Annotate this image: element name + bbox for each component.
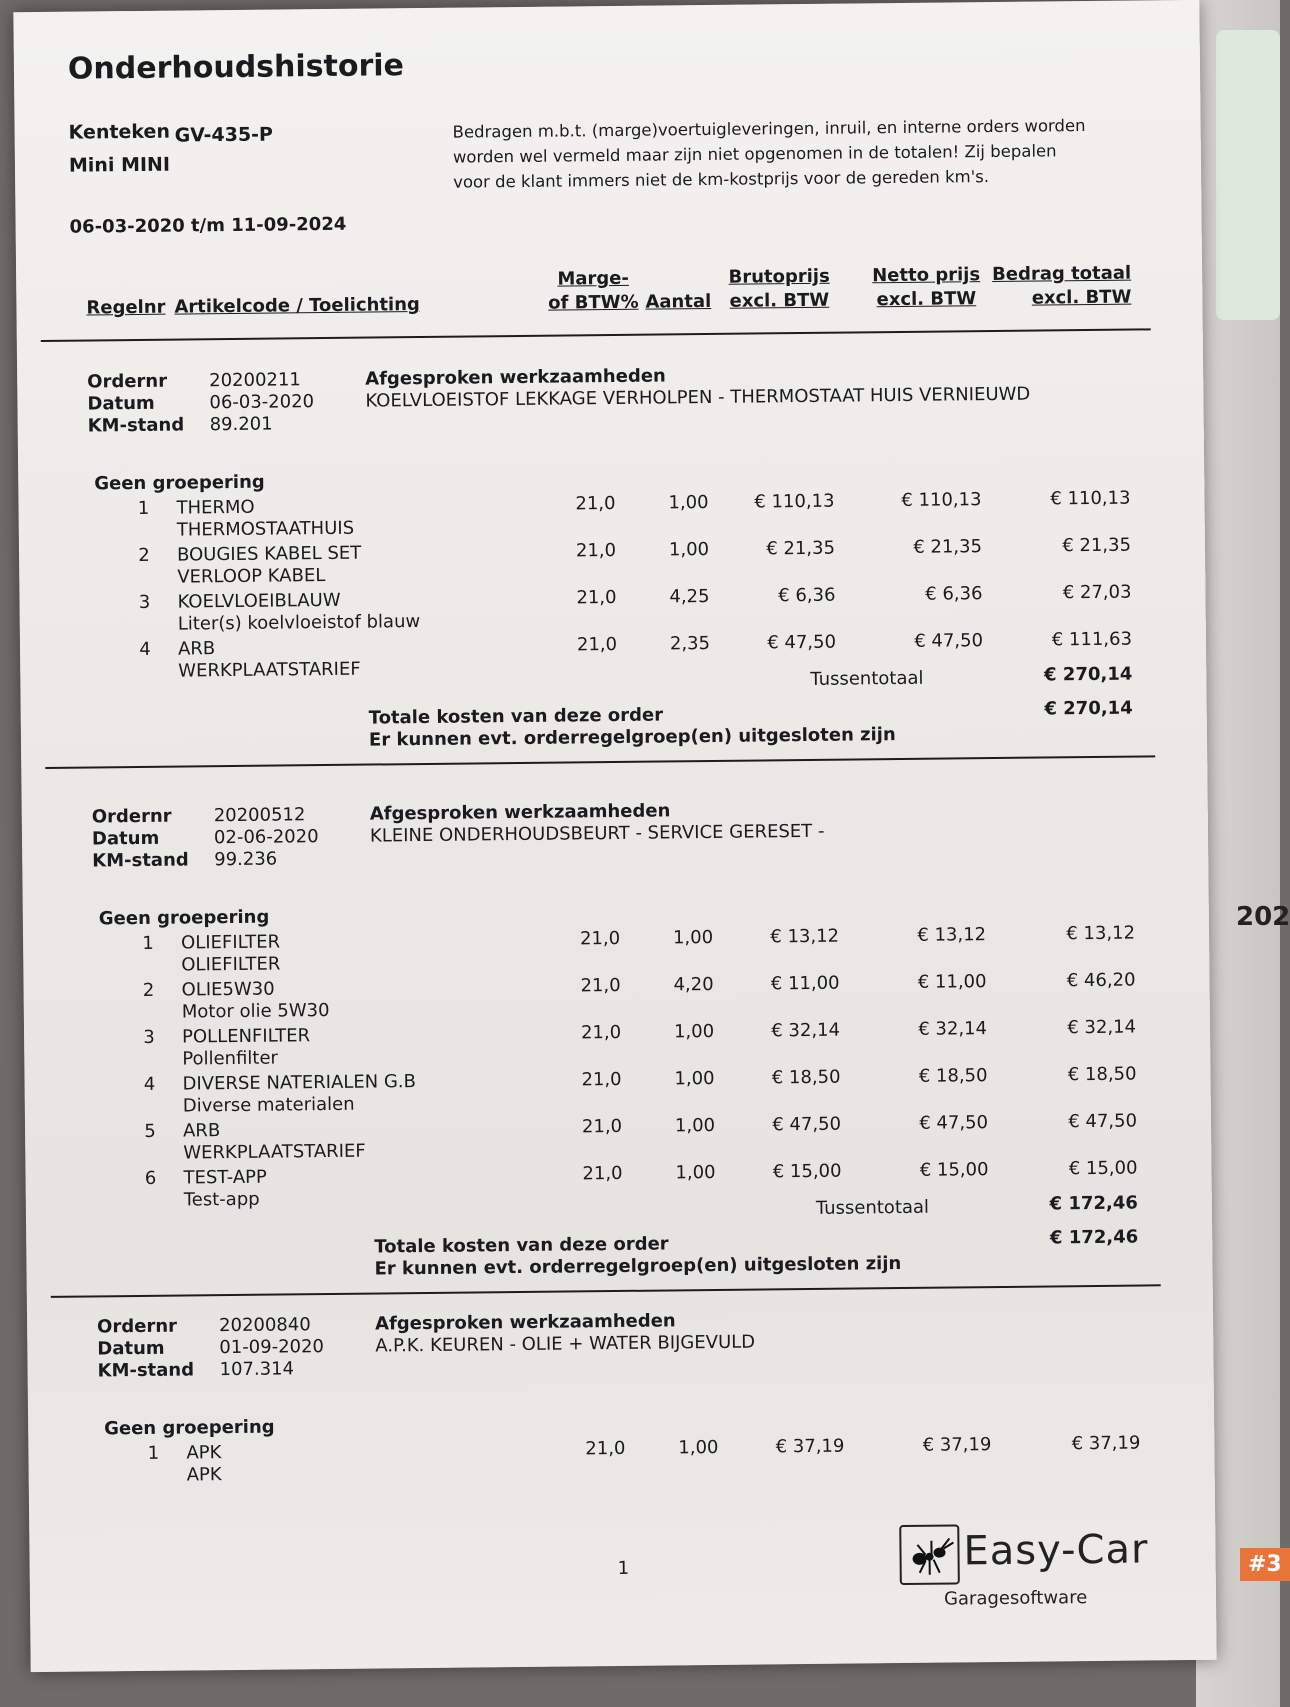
werkzaamheden-label: Afgesproken werkzaamheden: [369, 800, 671, 825]
col-marge-2: of BTW%: [548, 291, 639, 314]
line-code: THERMO: [176, 496, 255, 519]
line-aantal: 1,00: [668, 539, 710, 561]
line-number: 3: [143, 1026, 155, 1048]
kmstand-label: KM-stand: [92, 849, 189, 872]
totale-kosten-label: Totale kosten van deze order: [368, 704, 664, 729]
brand-tagline: Garagesoftware: [943, 1587, 1088, 1610]
kmstand-label: KM-stand: [97, 1359, 195, 1382]
line-code: DIVERSE NATERIALEN G.B: [182, 1071, 417, 1095]
line-number: 1: [137, 497, 150, 519]
line-code: KOELVLOEIBLAUW: [177, 589, 341, 613]
col-aantal: Aantal: [645, 290, 712, 313]
line-description: WERKPLAATSTARIEF: [183, 1140, 366, 1164]
line-netto: € 13,12: [917, 924, 987, 946]
line-code: POLLENFILTER: [181, 1025, 311, 1048]
line-totaal: € 15,00: [1068, 1157, 1138, 1180]
line-bruto: € 18,50: [771, 1066, 841, 1089]
ordernr-value: 20200211: [209, 369, 301, 392]
line-netto: € 15,00: [919, 1159, 989, 1181]
tussentotaal-label: Tussentotaal: [810, 667, 924, 690]
line-aantal: 4,25: [669, 585, 710, 608]
line-netto: € 6,36: [925, 583, 983, 605]
werkzaamheden-label: Afgesproken werkzaamheden: [365, 365, 666, 390]
line-number: 4: [139, 638, 151, 660]
header-divider: [41, 328, 1151, 342]
line-number: 2: [138, 544, 150, 566]
line-netto: € 11,00: [917, 971, 987, 993]
line-btw: 21,0: [579, 927, 621, 950]
line-totaal: € 46,20: [1066, 969, 1136, 992]
line-description: OLIEFILTER: [181, 953, 281, 976]
line-number: 1: [147, 1442, 160, 1464]
line-description: WERKPLAATSTARIEF: [178, 658, 361, 682]
line-aantal: 1,00: [673, 1020, 715, 1043]
datum-value: 06-03-2020: [209, 391, 315, 414]
line-btw: 21,0: [576, 633, 618, 656]
datum-value: 01-09-2020: [219, 1336, 325, 1359]
line-number: 6: [144, 1167, 157, 1189]
line-description: Pollenfilter: [182, 1047, 279, 1070]
document-sheet: [13, 0, 1216, 1672]
line-bruto: € 21,35: [766, 537, 836, 560]
period: 06-03-2020 t/m 11-09-2024: [69, 213, 347, 238]
line-number: 1: [142, 932, 154, 954]
line-totaal: € 27,03: [1062, 581, 1132, 604]
line-bruto: € 32,14: [771, 1019, 841, 1042]
groepering-label: Geen groepering: [98, 906, 270, 930]
line-aantal: 1,00: [672, 926, 714, 949]
line-btw: 21,0: [581, 1115, 623, 1138]
line-number: 2: [142, 979, 155, 1001]
order-divider: [45, 755, 1155, 769]
line-number: 5: [144, 1120, 156, 1142]
line-bruto: € 11,00: [770, 972, 840, 995]
kmstand-value: 107.314: [219, 1358, 295, 1381]
kmstand-label: KM-stand: [87, 414, 185, 437]
datum-value: 02-06-2020: [213, 826, 319, 849]
line-btw: 21,0: [575, 539, 617, 562]
line-bruto: € 6,36: [778, 584, 836, 607]
line-bruto: € 15,00: [772, 1160, 842, 1183]
brand-name: Easy-Car: [963, 1526, 1149, 1575]
werkzaamheden-value: KLEINE ONDERHOUDSBEURT - SERVICE GERESET -: [369, 820, 825, 847]
datum-label: Datum: [97, 1337, 165, 1360]
uitgesloten-note: Er kunnen evt. orderregelgroep(en) uitgesloten zijn: [368, 724, 896, 751]
line-aantal: 1,00: [674, 1067, 715, 1090]
line-code: APK: [186, 1442, 222, 1464]
col-bruto-2: excl. BTW: [729, 289, 830, 312]
line-code: OLIE5W30: [181, 978, 275, 1001]
ordernr-label: Ordernr: [91, 805, 172, 828]
datum-label: Datum: [87, 392, 155, 415]
line-code: ARB: [177, 638, 216, 660]
line-totaal: € 37,19: [1071, 1432, 1141, 1455]
tussentotaal-label: Tussentotaal: [815, 1196, 930, 1219]
tussentotaal-value: € 172,46: [1049, 1192, 1138, 1215]
line-aantal: 1,00: [668, 492, 709, 514]
line-code: ARB: [182, 1120, 221, 1142]
line-code: TEST-APP: [183, 1166, 267, 1189]
line-netto: € 110,13: [901, 489, 982, 511]
line-bruto: € 110,13: [754, 490, 835, 513]
page-title: Onderhoudshistorie: [67, 48, 405, 87]
ordernr-value: 20200512: [213, 804, 306, 827]
totale-kosten-value: € 270,14: [1044, 697, 1133, 720]
vehicle-name: Mini MINI: [68, 153, 171, 177]
background-side-number: 202: [1236, 902, 1290, 932]
ordernr-label: Ordernr: [87, 370, 168, 393]
groepering-label: Geen groepering: [94, 471, 265, 495]
line-number: 3: [138, 591, 151, 613]
line-bruto: € 13,12: [770, 925, 840, 948]
line-netto: € 37,19: [922, 1434, 992, 1456]
line-description: Liter(s) koelvloeistof blauw: [177, 611, 421, 635]
datum-label: Datum: [91, 827, 160, 850]
line-description: Motor olie 5W30: [181, 999, 330, 1023]
line-description: Diverse materialen: [182, 1093, 355, 1117]
line-code: OLIEFILTER: [180, 931, 281, 954]
ordernr-value: 20200840: [218, 1314, 311, 1337]
line-bruto: € 37,19: [775, 1435, 845, 1458]
ant-icon: [899, 1524, 960, 1585]
line-btw: 21,0: [580, 974, 621, 997]
col-totaal-2: excl. BTW: [1031, 286, 1132, 309]
line-description: VERLOOP KABEL: [177, 565, 326, 588]
line-aantal: 1,00: [674, 1114, 716, 1137]
background-card: [1216, 30, 1280, 320]
line-totaal: € 110,13: [1050, 487, 1131, 510]
line-totaal: € 18,50: [1067, 1063, 1137, 1086]
groepering-label: Geen groepering: [104, 1416, 275, 1440]
line-btw: 21,0: [576, 586, 617, 609]
line-netto: € 47,50: [919, 1112, 989, 1134]
background-side-badge: #3: [1240, 1548, 1290, 1581]
line-aantal: 1,00: [675, 1161, 716, 1184]
werkzaamheden-value: KOELVLOEISTOF LEKKAGE VERHOLPEN - THERMOSTAAT HUIS VERNIEUWD: [365, 383, 1031, 412]
line-totaal: € 13,12: [1066, 922, 1136, 945]
ordernr-label: Ordernr: [97, 1315, 178, 1338]
line-aantal: 4,20: [673, 973, 714, 996]
col-totaal-1: Bedrag totaal: [991, 262, 1132, 286]
line-number: 4: [143, 1073, 156, 1095]
werkzaamheden-value: A.P.K. KEUREN - OLIE + WATER BIJGEVULD: [375, 1331, 756, 1357]
line-bruto: € 47,50: [767, 631, 837, 654]
uitgesloten-note: Er kunnen evt. orderregelgroep(en) uitgesloten zijn: [374, 1253, 902, 1280]
totale-kosten-value: € 172,46: [1049, 1226, 1139, 1249]
line-description: THERMOSTAATHUIS: [176, 517, 355, 541]
line-description: Test-app: [183, 1188, 260, 1211]
page-number: 1: [617, 1557, 630, 1580]
line-bruto: € 47,50: [772, 1113, 842, 1136]
line-btw: 21,0: [585, 1437, 626, 1460]
totale-kosten-label: Totale kosten van deze order: [374, 1233, 669, 1258]
line-btw: 21,0: [580, 1021, 622, 1044]
col-marge-1: Marge-: [557, 267, 630, 290]
line-btw: 21,0: [582, 1162, 623, 1185]
kenteken-value: GV-435-P: [174, 123, 274, 147]
line-aantal: 2,35: [669, 632, 711, 655]
line-totaal: € 111,63: [1051, 628, 1133, 651]
kenteken-label: Kenteken: [68, 120, 171, 144]
col-netto-2: excl. BTW: [876, 288, 977, 311]
order-divider: [51, 1284, 1161, 1298]
line-aantal: 1,00: [678, 1436, 719, 1459]
col-bruto-1: Brutoprijs: [728, 265, 830, 288]
line-netto: € 32,14: [918, 1018, 988, 1040]
line-netto: € 21,35: [913, 536, 983, 558]
line-totaal: € 32,14: [1067, 1016, 1137, 1039]
col-netto-1: Netto prijs: [872, 264, 981, 287]
disclaimer-note: Bedragen m.b.t. (marge)voertuigleveringen, inruil, en interne orders worden worden wel vermeld maar zijn niet opgenomen in de totalen! Zij bepalen voor de klant immers niet de km-kostprijs voor de gereden km's.: [452, 116, 1086, 192]
tussentotaal-value: € 270,14: [1043, 663, 1133, 686]
line-totaal: € 47,50: [1068, 1110, 1138, 1133]
line-btw: 21,0: [575, 492, 616, 515]
line-netto: € 18,50: [918, 1065, 988, 1087]
kmstand-value: 99.236: [214, 848, 278, 871]
line-description: APK: [186, 1464, 222, 1486]
col-regelnr: Regelnr: [86, 296, 166, 319]
line-netto: € 47,50: [914, 630, 984, 652]
line-code: BOUGIES KABEL SET: [176, 542, 362, 566]
line-totaal: € 21,35: [1062, 534, 1132, 557]
kmstand-value: 89.201: [209, 413, 273, 436]
werkzaamheden-label: Afgesproken werkzaamheden: [374, 1310, 676, 1335]
col-artikel: Artikelcode / Toelichting: [174, 294, 420, 318]
line-btw: 21,0: [581, 1068, 622, 1091]
